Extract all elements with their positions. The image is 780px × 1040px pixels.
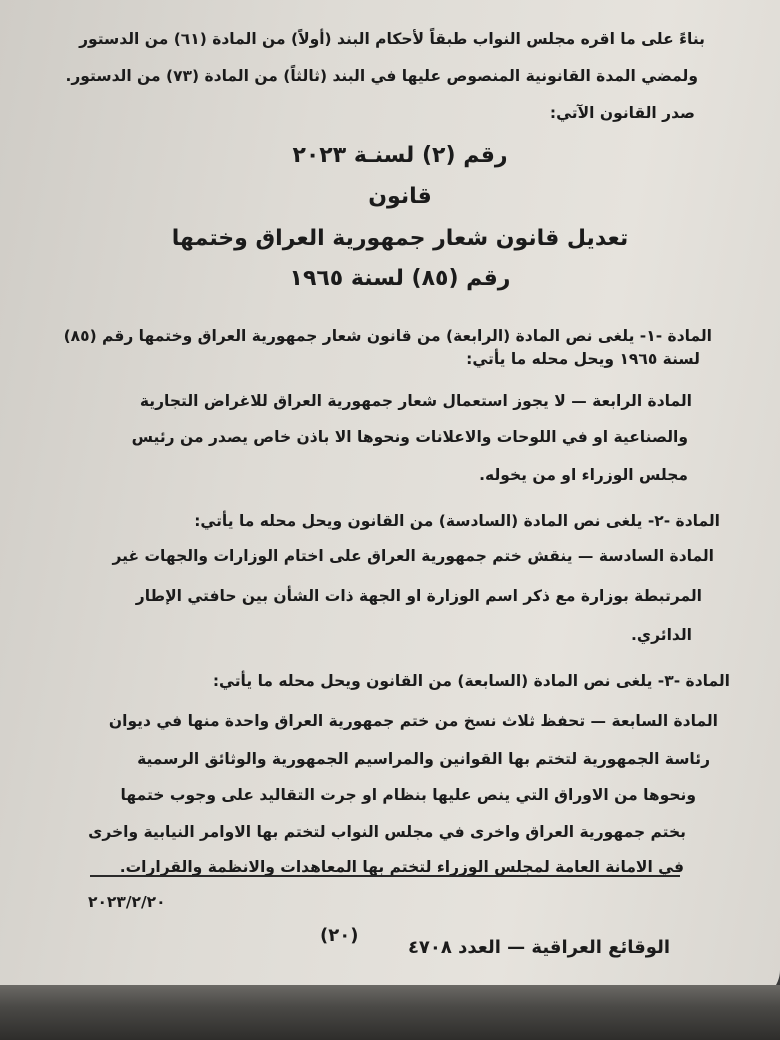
page-number: (٢٠): [320, 925, 359, 946]
law-title: تعديل قانون شعار جمهورية العراق وختمها: [171, 226, 629, 251]
preamble-line: ولمضي المدة القانونية المنصوص عليها في البند (ثالثاً) من المادة (٧٣) من الدستور.: [65, 67, 698, 85]
article-3-line: في الامانة العامة لمجلس الوزراء لتختم بها المعاهدات والانظمة والقرارات.: [119, 858, 684, 876]
article-3-line: ونحوها من الاوراق التي ينص عليها بنظام او جرت التقاليد على وجوب ختمها: [120, 786, 696, 804]
publication-name: الوقائع العراقية — العدد ٤٧٠٨: [407, 937, 670, 958]
article-3-line: المادة -٣- يلغى نص المادة (السابعة) من القانون ويحل محله ما يأتي:: [212, 672, 730, 690]
article-1-line: مجلس الوزراء او من يخوله.: [479, 466, 688, 484]
preamble-line: صدر القانون الآتي:: [549, 104, 695, 122]
article-1-line: والصناعية او في اللوحات والاعلانات ونحوها الا باذن خاص يصدر من رئيس: [131, 428, 688, 446]
article-2-line: المادة -٢- يلغى نص المادة (السادسة) من القانون ويحل محله ما يأتي:: [194, 512, 720, 530]
preamble-line: بناءً على ما اقره مجلس النواب طبقاً لأحكام البند (أولاً) من المادة (٦١) من الدستور: [79, 30, 705, 48]
article-2-line: المرتبطة بوزارة مع ذكر اسم الوزارة او الجهة ذات الشأن بين حافتي الإطار: [135, 587, 702, 605]
article-2-line: الدائري.: [631, 626, 692, 644]
footer-rule: [90, 875, 680, 877]
article-1-line: المادة -١- يلغى نص المادة (الرابعة) من قانون شعار جمهورية العراق وختمها رقم (٨٥): [63, 327, 712, 345]
article-1-line: لسنة ١٩٦٥ ويحل محله ما يأتي:: [466, 350, 700, 368]
issue-date: ٢٠٢٣/٢/٢٠: [88, 893, 166, 911]
article-3-line: المادة السابعة — تحفظ ثلاث نسخ من ختم جمهورية العراق واحدة منها في ديوان: [108, 712, 718, 730]
law-type: قانون: [368, 184, 432, 209]
article-2-line: المادة السادسة — ينقش ختم جمهورية العراق على اختام الوزارات والجهات غير: [112, 547, 714, 565]
article-3-line: رئاسة الجمهورية لتختم بها القوانين والمراسيم الجمهورية والوثائق الرسمية: [137, 750, 710, 768]
article-1-line: المادة الرابعة — لا يجوز استعمال شعار جمهورية العراق للاغراض التجارية: [139, 392, 692, 410]
law-number: رقم (٢) لسنـة ٢٠٢٣: [292, 143, 508, 168]
page-edge-shadow: [0, 985, 780, 1040]
article-3-line: بختم جمهورية العراق واخرى في مجلس النواب لتختم بها الاوامر النيابية واخرى: [88, 823, 686, 841]
law-subtitle: رقم (٨٥) لسنة ١٩٦٥: [289, 266, 511, 291]
